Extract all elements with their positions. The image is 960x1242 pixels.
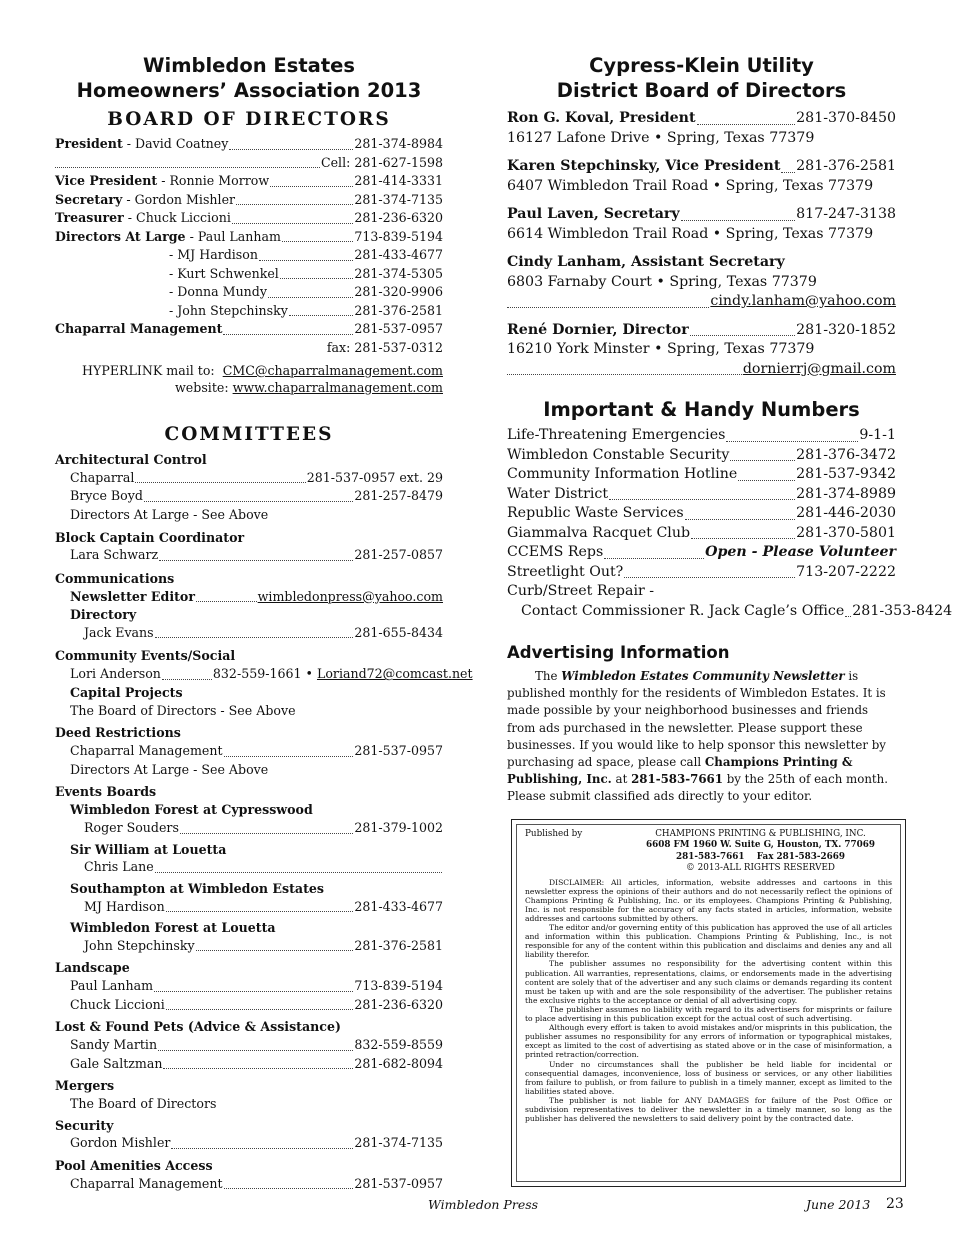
phone: 281-376-2581	[354, 302, 443, 318]
number-label: Giammalva Racquet Club	[507, 524, 691, 541]
board-heading: BOARD OF DIRECTORS	[107, 109, 391, 130]
committee-title: Architectural Control	[55, 452, 207, 467]
number-value: 281-446-2030	[796, 505, 896, 521]
member-name: Lara Schwarz	[70, 547, 159, 563]
committee-note: The Board of Directors - See Above	[70, 702, 296, 718]
address: 6407 Wimbledon Trail Road • Spring, Texas 77379	[507, 177, 874, 194]
committee-title: Communications	[55, 570, 175, 586]
cku-title-line1: Cypress-Klein Utility	[589, 54, 814, 77]
right-column	[507, 0, 953, 806]
number-label: Water District	[507, 485, 609, 502]
phone: 281-320-1852	[796, 321, 896, 338]
committees-list	[55, 451, 473, 1193]
board-row-director	[55, 246, 443, 265]
phone: 281-414-3331	[354, 173, 443, 188]
board-row-treasurer	[55, 209, 443, 228]
committee-title: Community Events/Social	[55, 648, 236, 664]
committee-row	[55, 1055, 443, 1074]
cell-phone: Cell: 281-627-1598	[320, 154, 443, 170]
number-row	[507, 485, 896, 505]
number-value: 281-537-9342	[796, 466, 896, 482]
publisher-company: CHAMPIONS PRINTING & PUBLISHING, INC.	[655, 829, 866, 839]
publisher-rights: © 2013-ALL RIGHTS RESERVED	[686, 863, 835, 874]
committee-subtitle: Southampton at Wimbledon Estates	[70, 880, 325, 896]
cku-row	[507, 321, 896, 341]
cku-row	[507, 109, 896, 129]
publisher-address: 6608 FM 1960 W. Suite G, Houston, TX. 77069	[646, 840, 875, 851]
page-number: 23	[886, 1196, 904, 1212]
committee-row	[55, 742, 443, 761]
board-row-director	[55, 265, 443, 284]
published-by-label: Published by	[525, 829, 583, 839]
number-row	[507, 446, 896, 466]
number-label: Contact Commissioner R. Jack Cagle’s Office	[521, 602, 845, 619]
committee-row	[55, 937, 443, 956]
board-row-president-cell	[55, 154, 443, 173]
role-label: Chaparral Management	[55, 321, 223, 336]
committee-note: The Board of Directors	[70, 1095, 217, 1111]
member-name: Chaparral Management	[70, 743, 223, 759]
text: The	[535, 669, 562, 683]
phone: 832-559-1661 •	[212, 666, 317, 682]
phone: 281-537-0957	[354, 1175, 443, 1191]
disclaimer	[525, 878, 892, 1124]
footer-publication: Wimbledon Press	[428, 1197, 539, 1212]
cku-row	[507, 205, 896, 225]
publisher-phones: 281-583-7661 Fax 281-583-2669	[675, 851, 846, 862]
role-label: Newsletter Editor	[70, 588, 195, 604]
committee-row	[55, 624, 443, 643]
website-line	[55, 379, 443, 396]
number-row	[507, 543, 896, 563]
number-label: Wimbledon Constable Security	[507, 446, 730, 463]
role-label: Vice President	[55, 173, 158, 188]
committee-title: Pool Amenities Access	[55, 1157, 213, 1173]
phone: 281-537-0957 ext. 29	[306, 469, 443, 485]
publisher-info	[629, 829, 892, 875]
hoa-board-list	[55, 135, 443, 396]
phone: 281-682-8094	[354, 1055, 443, 1071]
left-column	[55, 0, 473, 1193]
hoa-title-line1: Wimbledon Estates	[143, 54, 355, 77]
committee-subtitle: Directory	[70, 607, 137, 623]
disclaimer-paragraph: The publisher assumes no liability with regard to its advertisers for misprints or failure to place advertising in this publication except for the actual cost of such advertising.	[525, 1004, 892, 1024]
member-name: Gale Saltzman	[70, 1055, 163, 1071]
member-name: Ron G. Koval, President	[507, 110, 696, 126]
member-name: John Stepchinsky	[84, 937, 195, 953]
role-label: Secretary	[55, 191, 123, 207]
number-value: 713-207-2222	[796, 563, 896, 580]
committee-row	[55, 1175, 443, 1194]
committee-row	[55, 996, 443, 1015]
disclaimer-paragraph: The publisher assumes no responsibility for the advertising content within this publication. All warranties, representations, claims, or endorsements made in the advertising content are solely that of the advertiser and any such claims or demands regarding its content must be taken up with and are the sole responsibility of the advertiser. The publisher retains the exclusive rights to the acceptance or denial of all advertising copy.	[525, 959, 892, 1005]
phone: 281-236-6320	[354, 996, 443, 1012]
member-name: - Ronnie Morrow	[157, 173, 270, 188]
advertising-title: Advertising Information	[507, 643, 730, 662]
cku-row	[507, 360, 896, 380]
member-name: Paul Lanham	[70, 978, 154, 994]
member-name: - Kurt Schwenkel	[169, 265, 279, 281]
phone: 281-433-4677	[354, 247, 443, 262]
member-name: - Gordon Mishler	[122, 191, 236, 207]
website-link[interactable]: www.chaparralmanagement.com	[232, 380, 443, 395]
phone: 281-374-8984	[354, 136, 443, 151]
number-label: Curb/Street Repair -	[507, 583, 655, 599]
rene-email-link[interactable]: dornierrj@gmail.com	[742, 360, 896, 377]
phone: 281-257-0857	[354, 547, 443, 563]
committee-subtitle: Capital Projects	[70, 684, 183, 700]
number-value: 281-353-8424	[852, 602, 953, 619]
member-name: Chris Lane	[84, 859, 154, 875]
member-name: Lori Anderson	[70, 666, 161, 682]
member-name: René Dornier, Director	[507, 321, 689, 338]
role-label: Directors At Large	[55, 228, 186, 244]
member-name: - David Coatney	[122, 136, 229, 151]
disclaimer-paragraph: The publisher is not liable for ANY DAMAGES for failure of the Post Office or subdivision representatives to deliver the newsletter in a timely manner, so long as the publisher has delivered the newsletters to said delivery point by the contracted date.	[525, 1095, 892, 1124]
disclaimer-paragraph: Under no circumstances shall the publisher be held liable for incidental or consequential damages, inconvenience, loss of business or services, or any other liabilities from failure to publish, or from failure to publish in a timely manner, except as limited to the liabilities stated above.	[525, 1059, 892, 1096]
footer-date: June 2013	[806, 1197, 871, 1212]
member-name: Sandy Martin	[70, 1037, 158, 1053]
member-name: Gordon Mishler	[70, 1135, 171, 1151]
disclaimer-paragraph: DISCLAIMER: All articles, information, website addresses and cartoons in this newsletter express the opinions of their authors and do not necessarily reflect the opinions of Champions Printing & Publishing, Inc. or its employees. Champions Printing & Publishing, Inc. is not responsible for the accuracy of any facts stated in articles, information, website addresses and cartoons submitted by others.	[525, 877, 892, 923]
committee-row	[55, 1134, 443, 1153]
number-value: 281-376-3472	[796, 446, 896, 463]
member-name: - Chuck Liccioni	[123, 210, 231, 225]
member-name: - Paul Lanham	[185, 228, 281, 244]
numbers-list	[507, 426, 953, 621]
number-label: Life-Threatening Emergencies	[507, 427, 726, 443]
committee-row	[55, 898, 443, 917]
committee-row	[55, 487, 443, 506]
board-row-directors-at-large	[55, 228, 443, 247]
number-value: 9-1-1	[859, 427, 896, 443]
board-row-director	[55, 302, 443, 321]
committee-subtitle: Wimbledon Forest at Cypresswood	[70, 802, 313, 818]
disclaimer-paragraph: The editor and/or governing entity of this publication has approved the use of all articles and information within this publication. Champions Printing & Publishing, Inc., is not responsible for any of the content within this publication and disclaims and denies any and all liability therefor.	[525, 923, 892, 960]
numbers-title: Important & Handy Numbers	[543, 398, 860, 421]
number-value: Open - Please Volunteer	[705, 544, 896, 560]
member-name: - John Stepchinsky	[169, 302, 288, 318]
cku-row	[507, 157, 896, 177]
number-row	[507, 465, 896, 485]
committee-subtitle: Sir William at Louetta	[70, 841, 227, 857]
number-value: 281-374-8989	[796, 485, 896, 502]
chaparral-fax: fax: 281-537-0312	[326, 339, 443, 355]
newsletter-name: Wimbledon Estates Community Newsletter	[561, 669, 845, 683]
committee-title: Events Boards	[55, 784, 157, 800]
member-name: Roger Souders	[84, 820, 179, 836]
cku-row	[507, 292, 896, 312]
committee-title: Deed Restrictions	[55, 725, 181, 741]
member-name: Paul Laven, Secretary	[507, 206, 680, 222]
phone: 281-379-1002	[354, 820, 443, 836]
committee-row	[55, 588, 443, 607]
publisher-header	[525, 829, 892, 875]
committee-title: Mergers	[55, 1078, 115, 1094]
hyperlink-email-link[interactable]: CMC@chaparralmanagement.com	[222, 363, 443, 378]
committees-heading: COMMITTEES	[164, 424, 334, 445]
publisher-box-inner	[516, 824, 901, 1182]
phone: 281-537-0957	[354, 321, 443, 336]
disclaimer-paragraph: Although every effort is taken to avoid mistakes and/or misprints in this publication, the publisher assumes no responsibility for any errors of information or typographical mistakes, except as limited to the cost of advertising as stated above or in the case of misinformation, a printed retraction/correction.	[525, 1023, 892, 1060]
company-name: Champions Printing & Publishing, Inc.	[507, 755, 853, 787]
phone: 281-236-6320	[354, 210, 443, 225]
address: 16127 Lafone Drive • Spring, Texas 77379	[507, 129, 815, 146]
member-name: Bryce Boyd	[70, 488, 143, 504]
member-name: - Donna Mundy	[169, 284, 267, 299]
advertising-paragraph	[507, 668, 896, 806]
committee-title: Security	[55, 1117, 114, 1133]
address: 6614 Wimbledon Trail Road • Spring, Texas 77379	[507, 225, 874, 242]
cku-board-list	[507, 109, 896, 379]
number-value: 281-370-5801	[796, 524, 896, 541]
hyperlink-line	[55, 362, 443, 379]
member-name: MJ Hardison	[84, 898, 165, 914]
address: 16210 York Minster • Spring, Texas 77379	[507, 341, 815, 357]
website-label: website:	[175, 380, 229, 395]
member-name: Chaparral	[70, 469, 135, 485]
committee-row	[55, 1036, 443, 1055]
board-row-president	[55, 135, 443, 154]
member-name: Karen Stepchinsky, Vice President	[507, 158, 781, 174]
member-name: - MJ Hardison	[169, 247, 258, 262]
address: 6803 Farnaby Court • Spring, Texas 77379	[507, 273, 817, 290]
number-label: CCEMS Reps	[507, 544, 604, 560]
board-row-secretary	[55, 191, 443, 210]
phone: 281-433-4677	[354, 898, 443, 914]
committee-row	[55, 858, 443, 877]
board-row-director	[55, 283, 443, 302]
phone: 281-320-9906	[354, 284, 443, 299]
loriand-email-link[interactable]: Loriand72@comcast.net	[316, 666, 473, 682]
phone: 281-376-2581	[354, 937, 443, 953]
committee-subtitle: Wimbledon Forest at Louetta	[70, 920, 276, 936]
phone: 713-839-5194	[354, 228, 443, 244]
cindy-email-link[interactable]: cindy.lanham@yahoo.com	[710, 293, 896, 309]
number-label: Streetlight Out?	[507, 563, 624, 580]
member-name: Cindy Lanham, Assistant Secretary	[507, 254, 785, 270]
number-row	[507, 426, 896, 446]
phone: 281-376-2581	[796, 158, 896, 174]
committee-title: Block Captain Coordinator	[55, 529, 245, 545]
phone: 281-374-5305	[354, 265, 443, 281]
number-row	[507, 524, 896, 544]
committee-note: Directors At Large - See Above	[70, 506, 269, 522]
member-name: Chaparral Management	[70, 1175, 223, 1191]
number-label: Republic Waste Services	[507, 505, 684, 521]
board-row-vice-president	[55, 172, 443, 191]
member-name: Jack Evans	[84, 624, 154, 640]
hoa-title-line2: Homeowners’ Association 2013	[76, 79, 422, 102]
cku-title-line2: District Board of Directors	[556, 79, 847, 102]
committee-row	[55, 469, 443, 488]
role-label: President	[55, 136, 123, 151]
committee-row	[55, 665, 473, 684]
board-row-chaparral	[55, 320, 443, 339]
committee-title: Landscape	[55, 960, 130, 976]
number-row	[507, 602, 953, 622]
phone: 713-839-5194	[354, 978, 443, 994]
phone: 281-655-8434	[354, 624, 443, 640]
hyperlink-label: HYPERLINK mail to:	[82, 363, 215, 378]
text: at	[611, 772, 632, 787]
number-row	[507, 504, 896, 524]
text: by the 25th of each month. Please submit classified ads directly to your editor.	[507, 772, 889, 804]
phone: 832-559-8559	[354, 1037, 443, 1053]
member-name: Chuck Liccioni	[70, 996, 165, 1012]
committee-note: Directors At Large - See Above	[70, 761, 269, 777]
committee-row	[55, 977, 443, 996]
role-label: Treasurer	[55, 210, 124, 225]
newsletter-email-link[interactable]: wimbledonpress@yahoo.com	[257, 588, 443, 604]
phone: 281-374-7135	[354, 1135, 443, 1151]
committee-row	[55, 819, 443, 838]
number-row	[507, 563, 896, 583]
number-label: Community Information Hotline	[507, 466, 738, 482]
text: is published monthly for the residents of Wimbledon Estates. It is made possible by your neighborhood businesses and friends from ads purchased in the newsletter. Please support these businesses. If you would like to help sponsor this newsletter by purchasing ad space, please call	[507, 669, 886, 770]
phone: 281-257-8479	[354, 488, 443, 504]
publisher-box	[511, 819, 906, 1187]
committee-title: Lost & Found Pets (Advice & Assistance)	[55, 1019, 341, 1035]
phone: 281-374-7135	[354, 191, 443, 207]
phone: 817-247-3138	[796, 206, 896, 222]
committee-row	[55, 546, 443, 565]
phone: 281-537-0957	[354, 743, 443, 759]
phone: 281-370-8450	[796, 110, 896, 126]
company-phone: 281-583-7661	[631, 772, 723, 787]
